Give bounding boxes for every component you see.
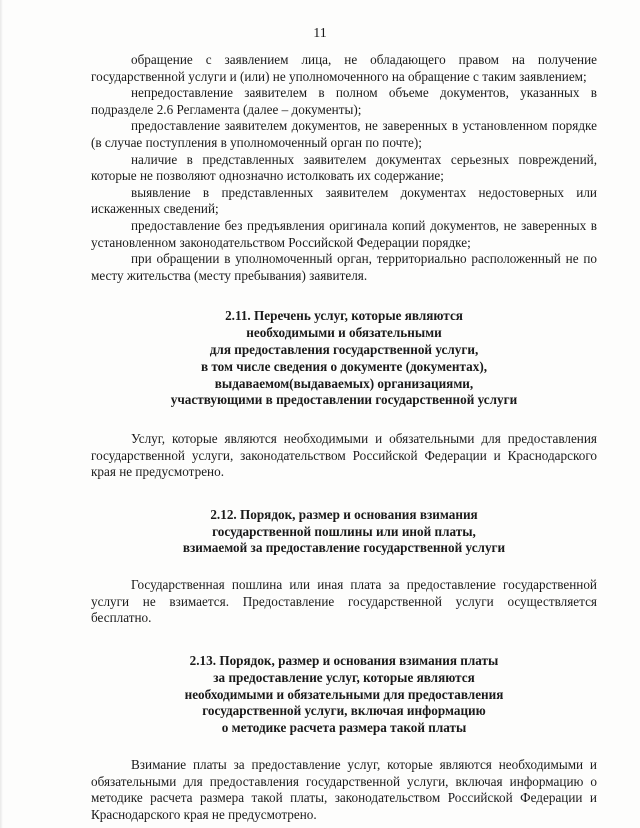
heading-line: необходимыми и обязательными для предоставления <box>184 686 504 702</box>
section-heading-2-13 <box>91 653 597 737</box>
heading-line: о методике расчета размера такой платы <box>221 720 467 736</box>
heading-line: в том числе сведения о документе (документах), <box>200 358 488 374</box>
list-item: обращение с заявлением лица, не обладающего правом на получение государственной услуги и (или) не уполномоченного на обращение с таким заявлением; <box>91 52 597 84</box>
heading-line: взимаемой за предоставление государственной услуги <box>182 540 506 556</box>
list-item: предоставление без предъявления оригинала копий документов, не заверенных в установленном законодательством Российской Федерации порядке; <box>91 217 597 250</box>
heading-line: за предоставление услуг, которые являются <box>213 669 475 685</box>
list-item: непредоставление заявителем в полном объеме документов, указанных в подразделе 2.6 Регламента (далее – документы); <box>91 85 597 117</box>
heading-line: государственной услуги, включая информацию <box>202 703 486 719</box>
scan-edge-shadow <box>0 0 3 828</box>
heading-line: необходимыми и обязательными <box>246 325 442 341</box>
heading-line: для предоставления государственной услуги, <box>209 341 479 357</box>
section-body-2-13: Взимание платы за предоставление услуг, которые являются необходимыми и обязательными для предоставления государственной услуги, включая информацию о методике расчета размера такой платы, законодательством Российской Федерации и Краснодарского края не предусмотрено. <box>91 757 597 822</box>
section-body-2-11: Услуг, которые являются необходимыми и обязательными для предоставления государственной услуги, законодательством Российской Федерации и Краснодарского края не предусмотрено. <box>91 431 597 480</box>
list-item: наличие в представленных заявителем документах серьезных повреждений, которые не позволяют однозначно истолковать их содержание; <box>91 151 597 184</box>
list-item: при обращении в уполномоченный орган, территориально расположенный не по месту жительства (месту пребывания) заявителя. <box>91 251 597 283</box>
section-body-2-12: Государственная пошлина или иная плата за предоставление государственной услуги не взимается. Предоставление государственной услуги осуществляется бесплатно. <box>91 577 597 626</box>
section-heading-2-12 <box>91 507 597 557</box>
list-item: выявление в представленных заявителем документах недостоверных или искаженных сведений; <box>91 184 597 217</box>
heading-line: 2.13. Порядок, размер и основания взимания платы <box>189 653 499 669</box>
section-heading-2-11 <box>91 308 597 409</box>
list-item: предоставление заявителем документов, не заверенных в установленном порядке (в случае поступления в уполномоченный орган по почте); <box>91 118 597 150</box>
heading-line: государственной пошлины или иной платы, <box>212 523 476 539</box>
heading-line: 2.12. Порядок, размер и основания взимания <box>210 506 478 522</box>
heading-line: 2.11. Перечень услуг, которые являются <box>225 308 463 324</box>
page-number: 11 <box>313 26 327 41</box>
document-body <box>91 52 597 823</box>
heading-line: выдаваемом(выдаваемых) организациями, <box>214 375 474 391</box>
heading-line: участвующими в предоставлении государственной услуги <box>170 392 518 408</box>
